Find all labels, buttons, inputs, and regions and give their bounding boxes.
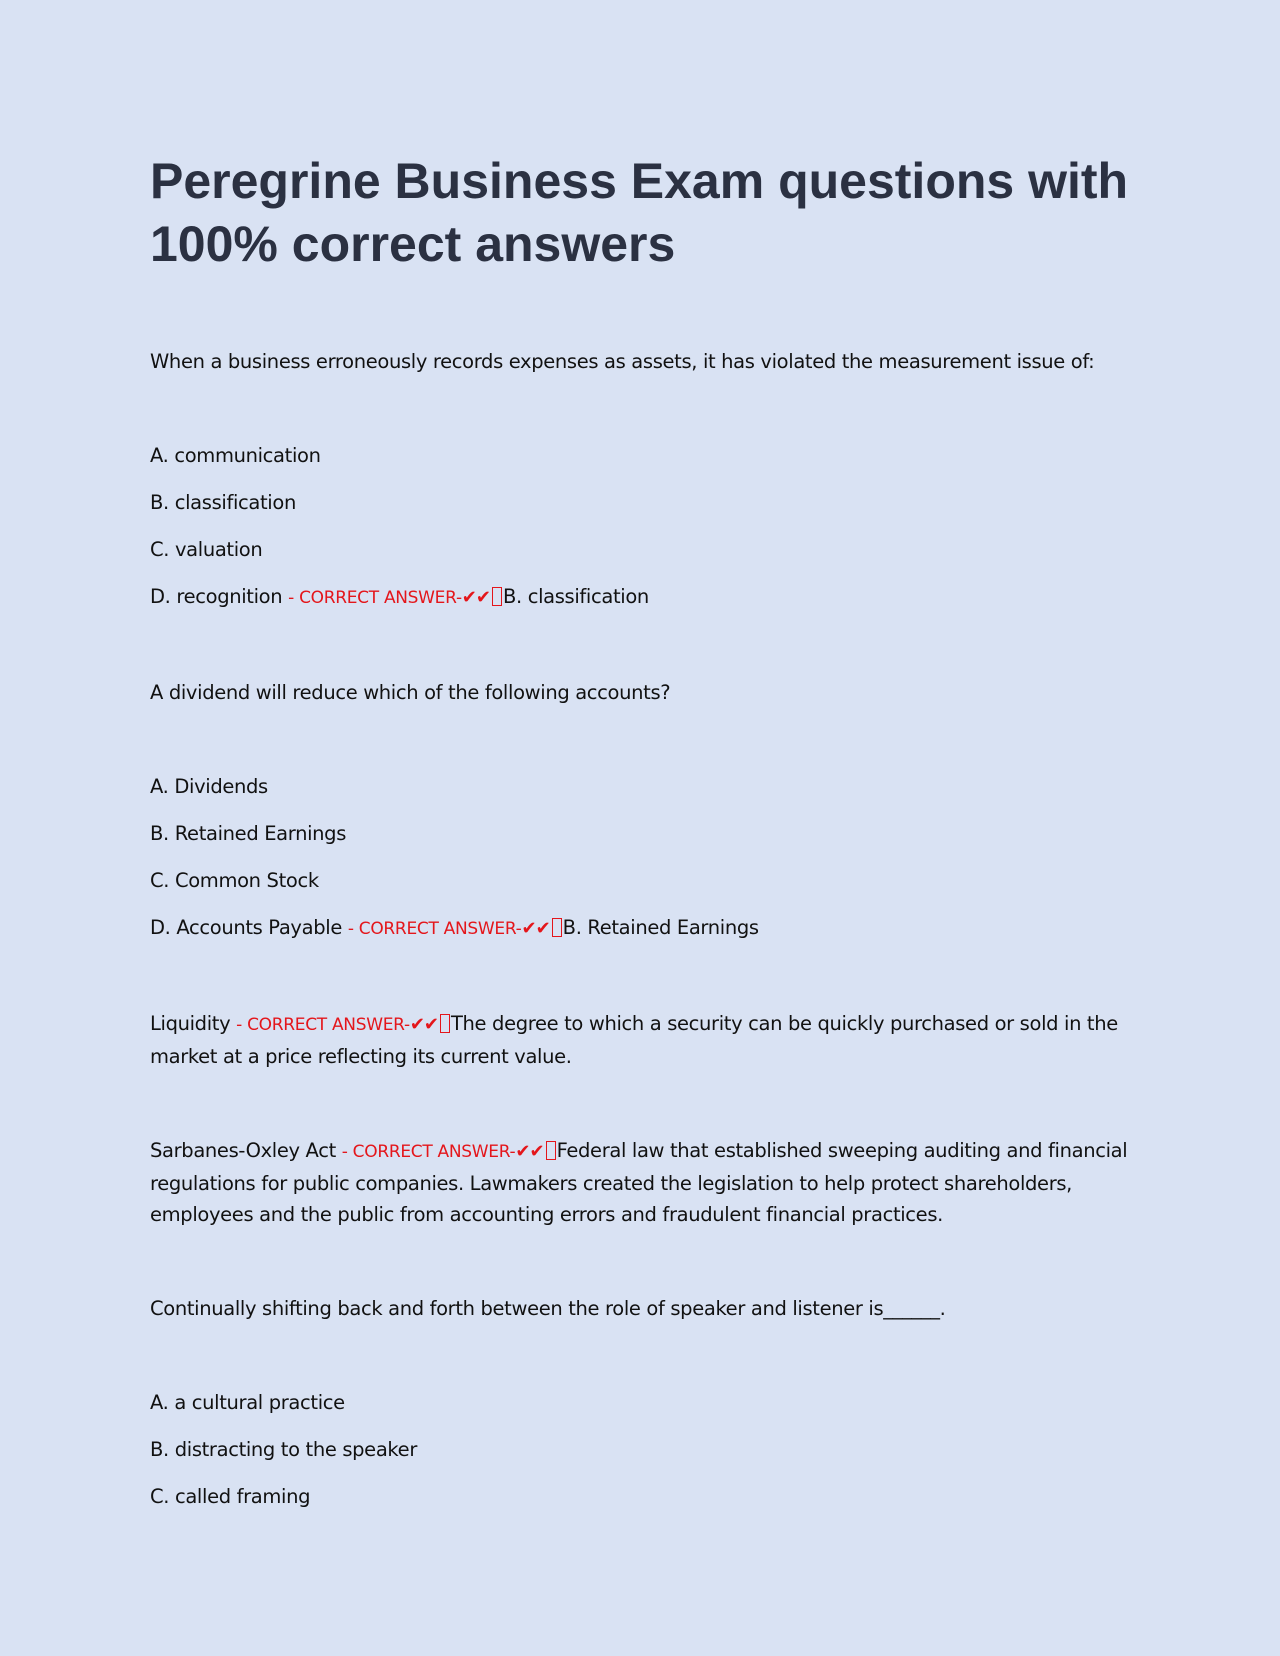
question-3-option-b: B. distracting to the speaker — [150, 1438, 417, 1461]
question-2-option-b: B. Retained Earnings — [150, 822, 347, 845]
question-1-option-b: B. classification — [150, 491, 296, 514]
correct-answer-marker: - CORRECT ANSWER- — [341, 1142, 516, 1162]
document-title: Peregrine Business Exam questions with 100% correct answers — [150, 153, 1129, 272]
missing-glyph-icon — [440, 1014, 450, 1033]
term-sarbanes-oxley — [150, 1135, 1130, 1230]
question-1-option-c: C. valuation — [150, 538, 263, 561]
question-2-option-a: A. Dividends — [150, 775, 268, 798]
missing-glyph-icon — [546, 1141, 556, 1160]
question-1-option-d-text: D. recognition — [150, 585, 283, 608]
question-2-option-d — [150, 912, 1130, 945]
check-icon: ✔✔ — [461, 587, 490, 608]
question-1-prompt: When a business erroneously records expenses as assets, it has violated the measurement issue of: — [150, 350, 1095, 373]
question-3-prompt: Continually shifting back and forth between the role of speaker and listener is______. — [150, 1297, 946, 1320]
term-liquidity-definition: The degree to which a security can be quickly purchased or sold in the market at a price reflecting its current value. — [150, 1012, 1118, 1068]
question-2-option-c: C. Common Stock — [150, 869, 319, 892]
term-liquidity-name: Liquidity — [150, 1012, 231, 1035]
question-1-options — [150, 440, 1130, 614]
correct-answer-marker: - CORRECT ANSWER- — [347, 919, 522, 939]
check-icon: ✔✔ — [521, 918, 550, 939]
check-icon: ✔✔ — [515, 1141, 544, 1162]
question-1-option-d — [150, 581, 1130, 614]
correct-answer-marker: - CORRECT ANSWER- — [236, 1015, 410, 1035]
question-1-option-a: A. communication — [150, 444, 321, 467]
check-icon: ✔✔ — [409, 1014, 438, 1035]
question-3-option-a: A. a cultural practice — [150, 1391, 345, 1414]
term-sarbanes-oxley-definition: Federal law that established sweeping auditing and financial regulations for public companies. Lawmakers created the legislation to help protect shareholders, employees and the public from accounting errors and fraudulent financial practices. — [150, 1139, 1128, 1226]
document-content — [150, 150, 1130, 1512]
question-2-answer: B. Retained Earnings — [562, 916, 759, 939]
term-liquidity — [150, 1008, 1130, 1072]
question-3-options — [150, 1387, 1130, 1512]
correct-answer-marker: - CORRECT ANSWER- — [288, 588, 462, 608]
question-2-option-d-text: D. Accounts Payable — [150, 916, 342, 939]
missing-glyph-icon — [492, 587, 502, 606]
question-2-prompt: A dividend will reduce which of the following accounts? — [150, 681, 671, 704]
missing-glyph-icon — [552, 918, 562, 937]
question-2-options — [150, 771, 1130, 945]
term-sarbanes-oxley-name: Sarbanes-Oxley Act — [150, 1139, 336, 1162]
question-3-option-c: C. called framing — [150, 1485, 311, 1508]
question-1-answer: B. classification — [502, 585, 649, 608]
